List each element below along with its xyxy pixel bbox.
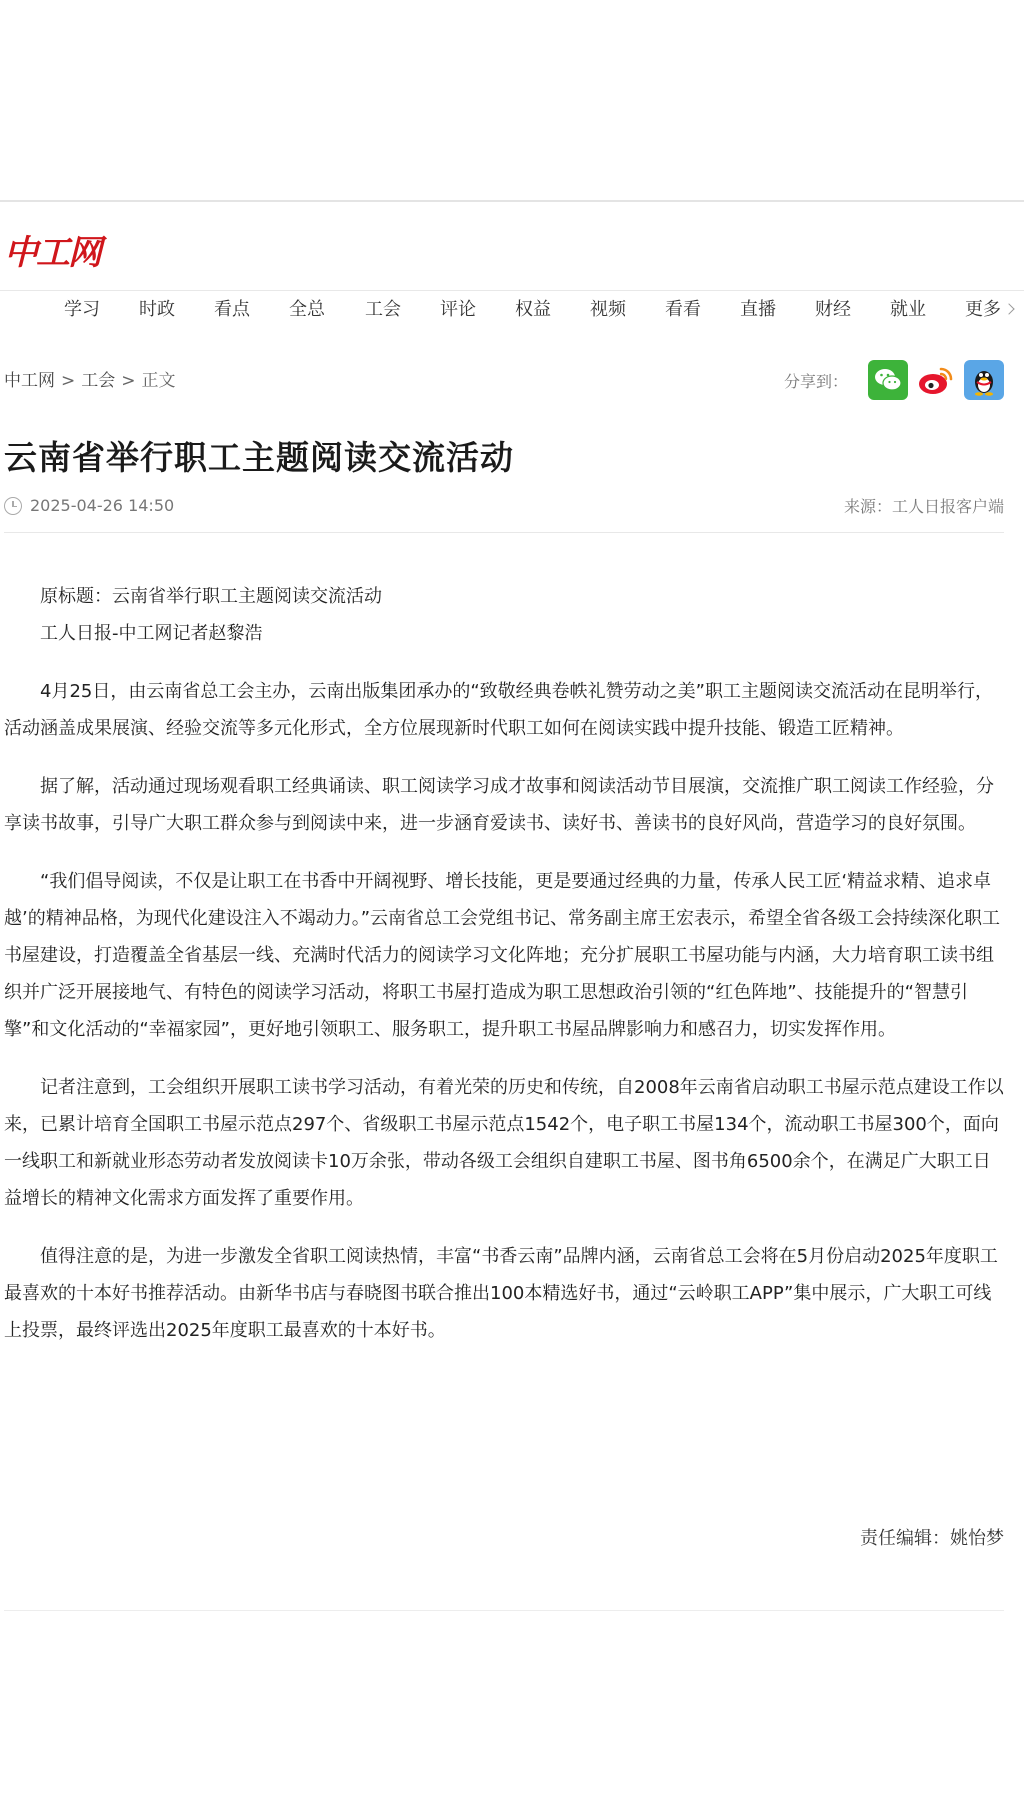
article-time — [4, 494, 174, 517]
nav-divider — [0, 290, 1024, 291]
top-blank-area — [0, 0, 1024, 200]
breadcrumb-home[interactable]: 中工网 — [4, 371, 55, 391]
meta-divider — [4, 532, 1004, 533]
article-paragraph: “我们倡导阅读，不仅是让职工在书香中开阔视野、增长技能，更是要通过经典的力量，传承人民工匠‘精益求精、追求卓越’的精神品格，为现代化建设注入不竭动力。”云南省总工会党组书记、常务副主席王宏表示，希望全省各级工会持续深化职工书屋建设，打造覆盖全省基层一线、充满时代活力的阅读学习文化阵地；充分扩展职工书屋功能与内涵，大力培育职工读书组织并广泛开展接地气、有特色的阅读学习活动，将职工书屋打造成为职工思想政治引领的“红色阵地”、技能提升的“智慧引擎”和文化活动的“幸福家园”，更好地引领职工、服务职工，提升职工书屋品牌影响力和感召力，切实发挥作用。 — [4, 871, 1001, 1040]
share-label: 分享到： — [783, 371, 848, 391]
article-paragraph: 记者注意到，工会组织开展职工读书学习活动，有着光荣的历史和传统，自2008年云南省启动职工书屋示范点建设工作以来，已累计培育全国职工书屋示范点297个、省级职工书屋示范点1542个，电子职工书屋134个，流动职工书屋300个，面向一线职工和新就业形态劳动者发放阅读卡10万余张，带动各级工会组织自建职工书屋、图书角6500余个，在满足广大职工日益增长的精神文化需求方面发挥了重要作用。 — [4, 1077, 1004, 1209]
nav-item-union[interactable]: 工会 — [365, 299, 401, 320]
main-nav — [0, 292, 1024, 328]
nav-item-commentary[interactable]: 评论 — [440, 299, 476, 320]
article-body — [4, 578, 1004, 1370]
header-divider — [0, 200, 1024, 202]
article-paragraph: 4月25日，由云南省总工会主办，云南出版集团承办的“致敬经典卷帙礼赞劳动之美”职工主题阅读交流活动在昆明举行，活动涵盖成果展演、经验交流等多元化形式，全方位展现新时代职工如何在阅读实践中提升技能、锻造工匠精神。 — [4, 681, 994, 739]
weibo-icon[interactable] — [916, 360, 956, 400]
breadcrumb-separator: > — [61, 371, 76, 391]
nav-item-more[interactable] — [965, 292, 1013, 328]
breadcrumb-separator: > — [121, 371, 136, 391]
nav-item-rights[interactable]: 权益 — [515, 299, 551, 320]
qq-icon[interactable] — [964, 360, 1004, 400]
clock-icon — [4, 497, 22, 515]
article-datetime: 2025-04-26 14:50 — [30, 496, 175, 515]
nav-more-label: 更多 — [965, 299, 1001, 320]
reporter-line: 工人日报-中工网记者赵黎浩 — [40, 623, 263, 644]
nav-item-politics[interactable]: 时政 — [139, 299, 175, 320]
nav-item-employment[interactable]: 就业 — [890, 299, 926, 320]
nav-item-study[interactable]: 学习 — [64, 299, 100, 320]
article-paragraph: 值得注意的是，为进一步激发全省职工阅读热情，丰富“书香云南”品牌内涵，云南省总工会将在5月份启动2025年度职工最喜欢的十本好书推荐活动。由新华书店与春晓图书联合推出100本精选好书，通过“云岭职工APP”集中展示，广大职工可线上投票，最终评选出2025年度职工最喜欢的十本好书。 — [4, 1246, 998, 1341]
nav-item-watch[interactable]: 看看 — [665, 299, 701, 320]
share-bar — [784, 360, 1004, 400]
breadcrumb — [4, 366, 176, 391]
article-title: 云南省举行职工主题阅读交流活动 — [4, 438, 514, 477]
article-source: 来源：工人日报客户端 — [843, 497, 1004, 516]
nav-item-video[interactable]: 视频 — [590, 299, 626, 320]
article-meta — [4, 494, 1004, 517]
chevron-right-icon — [1003, 303, 1014, 314]
breadcrumb-current: 正文 — [141, 371, 176, 391]
nav-item-finance[interactable]: 财经 — [815, 299, 851, 320]
footer-divider — [4, 1610, 1004, 1611]
article-paragraph: 据了解，活动通过现场观看职工经典诵读、职工阅读学习成才故事和阅读活动节目展演，交流推广职工阅读工作经验，分享读书故事，引导广大职工群众参与到阅读中来，进一步涵育爱读书、读好书、善读书的良好风尚，营造学习的良好氛围。 — [4, 776, 994, 834]
site-logo[interactable]: 中工网 — [4, 233, 100, 273]
wechat-icon[interactable] — [868, 360, 908, 400]
original-title: 原标题：云南省举行职工主题阅读交流活动 — [40, 586, 382, 607]
breadcrumb-section[interactable]: 工会 — [81, 371, 116, 391]
nav-item-acftu[interactable]: 全总 — [289, 299, 325, 320]
nav-item-live[interactable]: 直播 — [740, 299, 776, 320]
responsible-editor: 责任编辑：姚怡梦 — [860, 1528, 1004, 1549]
nav-item-highlights[interactable]: 看点 — [214, 299, 250, 320]
